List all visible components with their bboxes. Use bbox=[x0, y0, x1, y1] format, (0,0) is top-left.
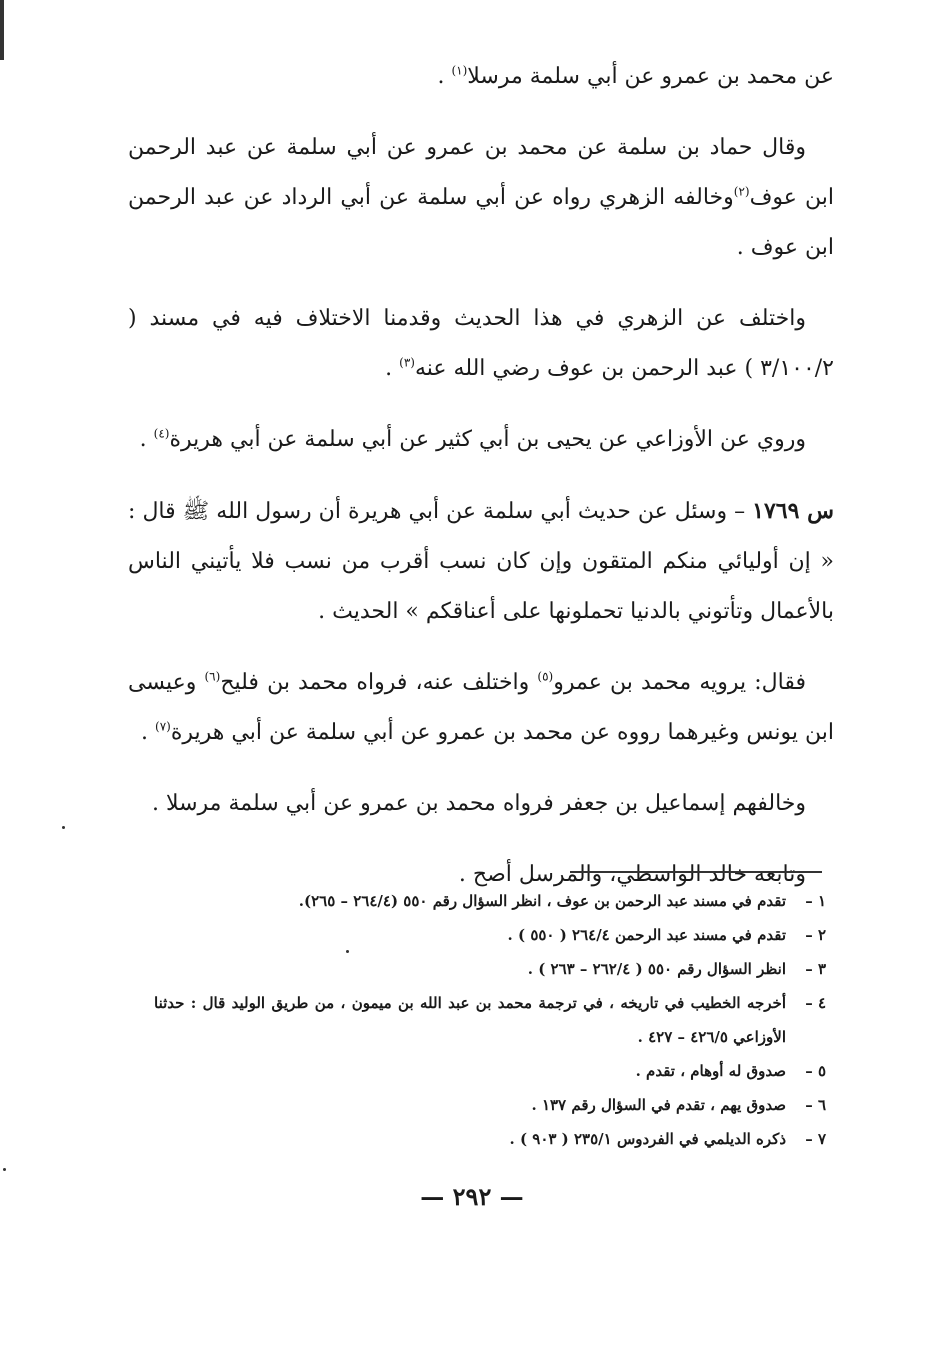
paragraph-3: واختلف عن الزهري في هذا الحديث وقدمنا الاختلاف فيه في مسند ( ٣/١٠٠/٢ ) عبد الرحمن بن عوف رضي الله عنه$^{(٣)}$ . bbox=[128, 306, 834, 381]
footnote-item bbox=[154, 884, 826, 918]
paragraph-4: وروي عن الأوزاعي عن يحيى بن أبي كثير عن أبي سلمة عن أبي هريرة$^{(٤)}$ . bbox=[139, 426, 806, 452]
footnote-text: ذكره الديلمي في الفردوس ٢٣٥/١ ( ٩٠٣ ) . bbox=[509, 1130, 786, 1148]
footnote-text: صدوق له أوهام ، تقدم . bbox=[635, 1062, 786, 1080]
question-paragraph: س ١٧٦٩ – وسئل عن حديث أبي سلمة عن أبي هريرة أن رسول الله ﷺ قال : « إن أوليائي منكم المتقون وإن كان نسب أقرب من نسب فلا يأتيني الناس بالأعمال وتأتوني بالدنيا تحملونها على أعناقكم » الحديث . bbox=[128, 498, 834, 624]
answer-paragraph: فقال: يرويه محمد بن عمرو$^{(٥)}$ واختلف عنه، فرواه محمد بن فليح$^{(٦)}$ وعيسى ابن يونس وغيرهما رووه عن محمد بن عمرو عن أبي سلمة عن أبي هريرة$^{(٧)}$ . bbox=[128, 669, 834, 745]
footnote-number: ٢ – bbox=[805, 926, 826, 944]
footnotes bbox=[154, 884, 826, 1156]
footnote-ref: (٣) bbox=[399, 355, 415, 370]
paragraph-2: وقال حماد بن سلمة عن محمد بن عمرو عن أبي سلمة عن عبد الرحمن ابن عوف$^{(٢)}$وخالفه الزهري رواه عن أبي سلمة عن أبي الرداد عن عبد الرحمن ابن عوف . bbox=[128, 135, 834, 260]
scan-edge-mark bbox=[0, 0, 4, 60]
footnote-ref: (٦) bbox=[204, 669, 221, 684]
paragraph-7: وخالفهم إسماعيل بن جعفر فرواه محمد بن عمرو عن أبي سلمة مرسلا . bbox=[151, 791, 806, 816]
footnote-item bbox=[154, 1054, 826, 1088]
footnote-text: انظر السؤال رقم ٥٥٠ ( ٢٦٢/٤ – ٢٦٣ ) . bbox=[527, 960, 786, 978]
footnote-ref: (٥) bbox=[537, 669, 554, 684]
footnote-ref: (٤) bbox=[153, 426, 170, 441]
footnote-item bbox=[154, 918, 826, 952]
footnote-item bbox=[154, 986, 826, 1054]
footnote-item bbox=[154, 952, 826, 986]
footnote-number: ١ – bbox=[805, 892, 826, 910]
footnote-text: تقدم في مسند عبد الرحمن ٢٦٤/٤ ( ٥٥٠ ) . bbox=[507, 926, 786, 944]
footnote-number: ٤ – bbox=[805, 994, 826, 1012]
scan-speck bbox=[62, 826, 65, 829]
paragraph-1: عن محمد بن عمرو عن أبي سلمة مرسلا$^{(١)}$ . bbox=[437, 63, 834, 89]
footnote-text: أخرجه الخطيب في تاريخه ، في ترجمة محمد بن عبد الله بن ميمون ، من طريق الوليد قال : حدثنا الأوزاعي ٤٢٦/٥ – ٤٢٧ . bbox=[154, 994, 786, 1046]
footnote-number: ٦ – bbox=[805, 1096, 826, 1114]
footnote-ref: (١) bbox=[451, 63, 468, 78]
footnote-text: صدوق يهم ، تقدم في السؤال رقم ١٣٧ . bbox=[531, 1096, 786, 1114]
footnote-number: ٧ – bbox=[805, 1130, 826, 1148]
footnote-ref: (٢) bbox=[733, 184, 750, 199]
page-number: — ٢٩٢ — bbox=[420, 1182, 524, 1211]
question-number: س ١٧٦٩ bbox=[752, 498, 834, 524]
footnote-text: تقدم في مسند عبد الرحمن بن عوف ، انظر السؤال رقم ٥٥٠ (٢٦٤/٤ – ٢٦٥). bbox=[298, 892, 786, 910]
footnote-ref: (٧) bbox=[155, 719, 171, 734]
footnote-item bbox=[154, 1088, 826, 1122]
footnote-number: ٣ – bbox=[805, 960, 826, 978]
main-text bbox=[128, 52, 834, 921]
scan-speck bbox=[3, 1168, 6, 1171]
paragraph-8: وتابعه خالد الواسطي، والمرسل أصح . bbox=[458, 862, 806, 887]
footnote-separator bbox=[570, 871, 822, 873]
footnote-item bbox=[154, 1122, 826, 1156]
footnote-number: ٥ – bbox=[805, 1062, 826, 1080]
